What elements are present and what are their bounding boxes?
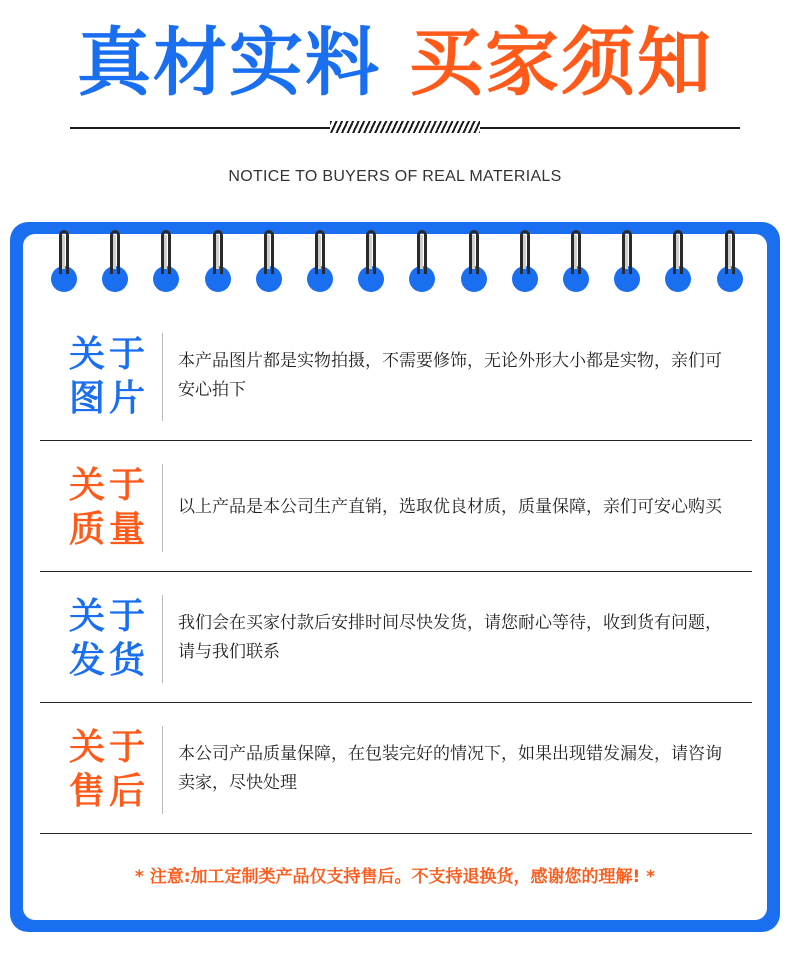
section-about-images: [40, 311, 752, 441]
section-text: 本产品图片都是实物拍摄，不需要修饰，无论外形大小都是实物，亲们可安心拍下: [178, 351, 722, 400]
section-heading-line1: 关于: [68, 465, 149, 506]
section-heading-line2: 售后: [68, 771, 149, 812]
subtitle: NOTICE TO BUYERS OF REAL MATERIALS: [228, 168, 562, 185]
section-about-quality: [40, 442, 752, 572]
section-heading-line2: 质量: [68, 509, 149, 550]
section-heading-line1: 关于: [68, 334, 149, 375]
section-divider-line: [162, 726, 163, 814]
section-divider-line: [162, 595, 163, 683]
divider-hatch-ornament: [330, 121, 480, 133]
section-text: 本公司产品质量保障，在包装完好的情况下，如果出现错发漏发，请咨询卖家，尽快处理: [178, 744, 722, 793]
footer-notice: * 注意:加工定制类产品仅支持售后。不支持退换货，感谢您的理解! *: [134, 867, 656, 887]
section-heading: [62, 464, 156, 552]
hero-title-part1: 真材实料: [77, 20, 381, 106]
section-heading-line2: 发货: [68, 640, 149, 681]
section-text: 以上产品是本公司生产直销，选取优良材质，质量保障，亲们可安心购买: [178, 496, 722, 517]
section-heading-line1: 关于: [68, 727, 149, 768]
section-about-shipping: [40, 573, 752, 703]
hero-title-part2: 买家须知: [409, 20, 713, 106]
section-heading: [62, 595, 156, 683]
section-divider-line: [162, 464, 163, 552]
section-heading-line2: 图片: [68, 378, 149, 419]
section-about-after-sales: [40, 704, 752, 834]
hero-title: [0, 18, 790, 108]
section-heading: [62, 333, 156, 421]
section-text: 我们会在买家付款后安排时间尽快发货，请您耐心等待，收到货有问题，请与我们联系: [178, 613, 722, 662]
section-divider-line: [162, 333, 163, 421]
section-heading: [62, 726, 156, 814]
section-heading-line1: 关于: [68, 596, 149, 637]
